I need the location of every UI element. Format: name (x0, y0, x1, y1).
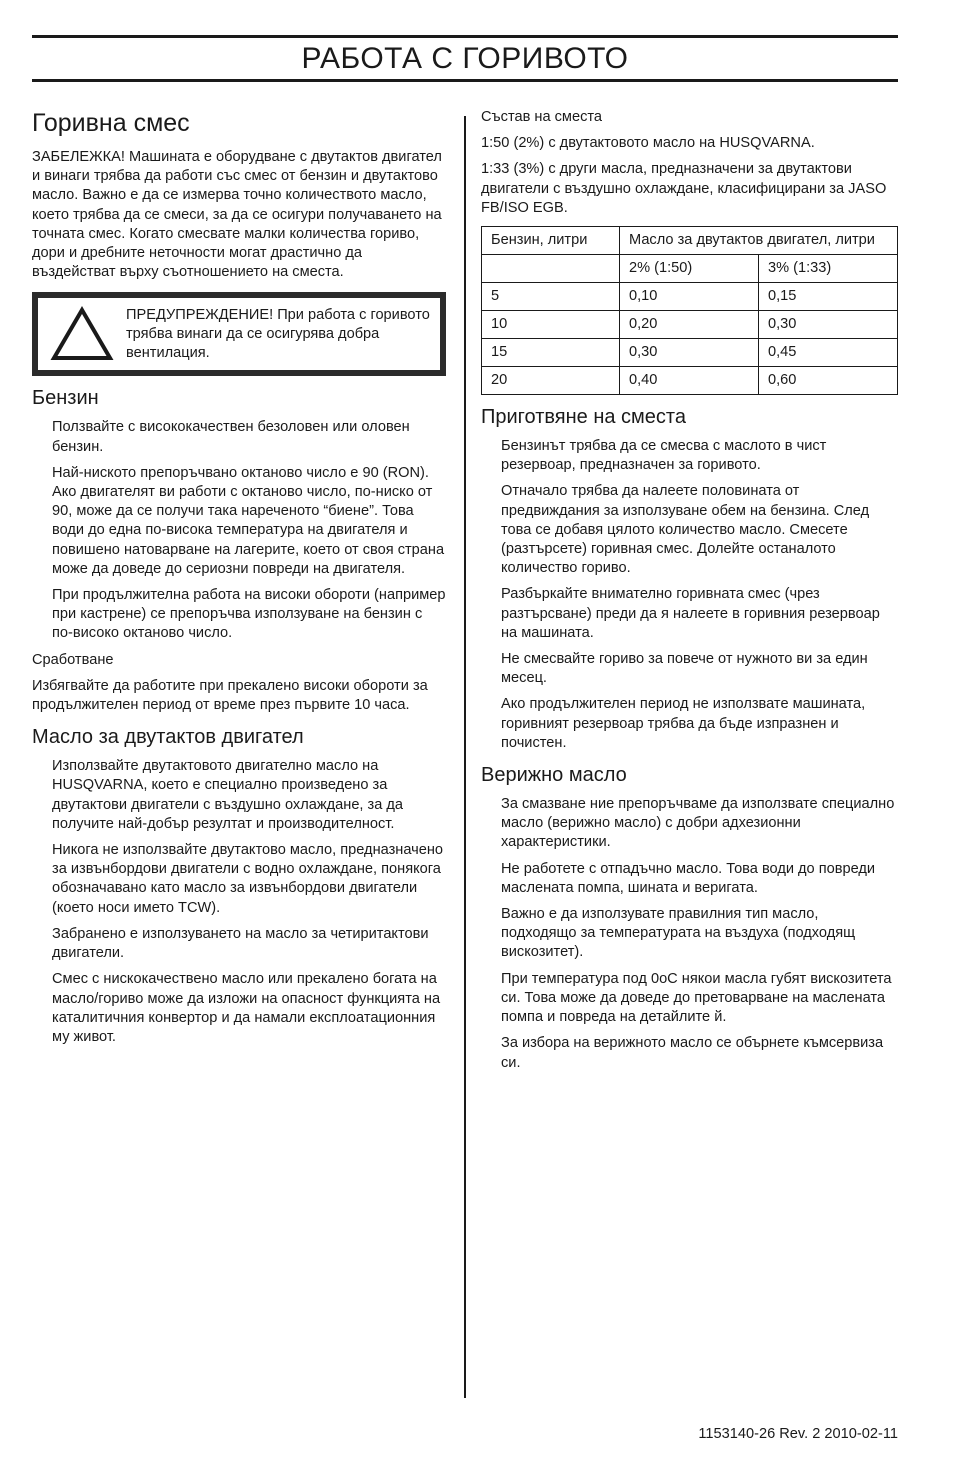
table-cell: 0,30 (759, 311, 898, 339)
section-title-petrol: Бензин (32, 387, 99, 410)
mix-paragraph-1: 1:50 (2%) с двутактовото масло на HUSQVARNA. (481, 135, 815, 152)
column-divider (464, 116, 466, 1398)
table-cell: 0,20 (620, 311, 759, 339)
runin-title: Сработване (32, 651, 114, 668)
table-cell: 0,10 (620, 283, 759, 311)
chain-paragraph-5: За избора на верижното масло се обърнете къмсервиза си. (501, 1035, 884, 1071)
chain-paragraph-2: Не работете с отпадъчно масло. Това води до повреди маслената помпа, шината и веригата. (501, 860, 876, 896)
warning-box (32, 292, 446, 376)
table-header-row (482, 227, 898, 255)
table-cell: 0,30 (620, 339, 759, 367)
oil-paragraph-4: Смес с нискокачествено масло или прекалено богата на масло/гориво може да изложи на опасност функцията на каталитичния конвертор и да намали експлоатационния му живот. (52, 971, 441, 1045)
chain-paragraph-3: Важно е да използувате правилния тип масло, подходящо за температурата на въздуха (подходящ вискозитет). (501, 906, 856, 961)
petrol-paragraph-1: Ползвайте с висококачествен безоловен или оловен бензин. (52, 419, 410, 455)
table-cell: 0,60 (759, 367, 898, 395)
mix-paragraph-2: 1:33 (3%) с други масла, предназначени за двутактови двигатели с въздушно охлаждане, класифицирани за JASO FB/ISO EGB. (481, 161, 887, 216)
warning-text: ПРЕДУПРЕЖДЕНИЕ! При работа с горивото трябва винаги да се осигурява добра вентилация. (126, 306, 430, 362)
table-cell: 0,15 (759, 283, 898, 311)
table-header-petrol: Бензин, литри (482, 227, 620, 255)
table-cell: 0,45 (759, 339, 898, 367)
oil-paragraph-2: Никога не използвайте двутактово масло, предназначено за извънбордови двигатели с водно охлаждане, понякога обозначавано като масло за извънбордови двигатели (което носи името TCW). (52, 842, 444, 916)
left-column (32, 108, 446, 1054)
prep-paragraph-1: Бензинът трябва да се смесва с маслото в чист резервоар, предназначен за горивото. (501, 438, 827, 474)
table-cell: 5 (482, 283, 620, 311)
chain-paragraph-1: За смазване ние препоръчваме да използвате специално масло (верижно масло) с добри адхезионни характеристики. (501, 796, 895, 851)
table-cell: 0,40 (620, 367, 759, 395)
oil-paragraph-1: Използвайте двутактовото двигателно масло на HUSQVARNA, което е специално произведено за двутактови двигатели с въздушно охлаждане, за да получите най-добър резултат и производителност. (52, 758, 404, 832)
table-cell: 10 (482, 311, 620, 339)
right-column (481, 108, 898, 1080)
table-header-oil: Масло за двутактов двигател, литри (620, 227, 898, 255)
document-id: 1153140-26 Rev. 2 2010-02-11 (698, 1426, 898, 1442)
page-title: РАБОТА С ГОРИВОТО (301, 41, 629, 75)
prep-paragraph-4: Не смесвайте гориво за повече от нужното ви за един месец. (501, 651, 868, 687)
table-row (482, 339, 898, 367)
section-title-two-stroke-oil: Масло за двутактов двигател (32, 726, 304, 749)
mix-ratio-table (481, 226, 898, 395)
table-subheader-2pct: 2% (1:50) (620, 255, 759, 283)
mix-title: Състав на сместа (481, 109, 603, 125)
chain-paragraph-4: При температура под 0оС някои масла губят вискозитета си. Това може да доведе до претоварване на маслената помпа и повреда на детайлите й. (501, 970, 892, 1026)
petrol-paragraph-3: При продължителна работа на високи обороти (например при кастрене) се препоръчва използуване на бензин с по-високо октаново число. (52, 587, 446, 642)
table-row (482, 367, 898, 395)
section-title-chain-oil: Верижно масло (481, 764, 627, 787)
note-paragraph: ЗАБЕЛЕЖКА! Машината е оборудване с двутактов двигател и винаги трябва да работи със смес от бензин и двутактово масло. Важно е да се измерва точно количеството масло, което трябва да се смеси, за да се осигури получаването на точната смес. Когато смесвате малки количества гориво, дори и дребните неточности могат драстично да въздействат върху съотношението на сместа. (32, 149, 442, 281)
table-subheader-3pct: 3% (1:33) (759, 255, 898, 283)
petrol-paragraph-2: Най-ниското препоръчвано октаново число е 90 (RON). Ако двигателят ви работи с октаново число, по-ниско от 90, може да се получи така нареченото “биене”. Това води до една по-висока температура на двигателя и повишено натоварване на лагерите, което от своя страна може да доведе до сериозни повреди на двигателя. (52, 464, 445, 577)
warning-triangle-icon (38, 298, 126, 370)
table-row (482, 283, 898, 311)
oil-paragraph-3: Забранено е използуването на масло за четиритактови двигатели. (52, 925, 429, 962)
prep-paragraph-3: Разбъркайте внимателно горивната смес (чрез разтърсване) преди да я налеете в горивния резервоар на машината. (501, 586, 880, 641)
prep-paragraph-2: Отначало трябва да налеете половината от предвиждания за използуване обем на бензина. След това се добавя цялото количество масло. Смесете (разтърсете) горивная смес. Долейте останалото количество гориво. (501, 483, 870, 577)
table-subheader-row (482, 255, 898, 283)
section-title-fuel-mix: Горивна смес (32, 109, 190, 137)
table-cell: 20 (482, 367, 620, 395)
table-cell (482, 255, 620, 283)
section-title-preparation: Приготвяне на сместа (481, 406, 686, 429)
table-cell: 15 (482, 339, 620, 367)
table-row (482, 311, 898, 339)
prep-paragraph-5: Ако продължителен период не използвате машината, горивният резервоар трябва да бъде изпразнен и почистен. (501, 696, 866, 751)
page-header (32, 35, 898, 82)
runin-paragraph: Избягвайте да работите при прекалено високи обороти за продължителен период от време през първите 10 часа. (32, 677, 428, 714)
